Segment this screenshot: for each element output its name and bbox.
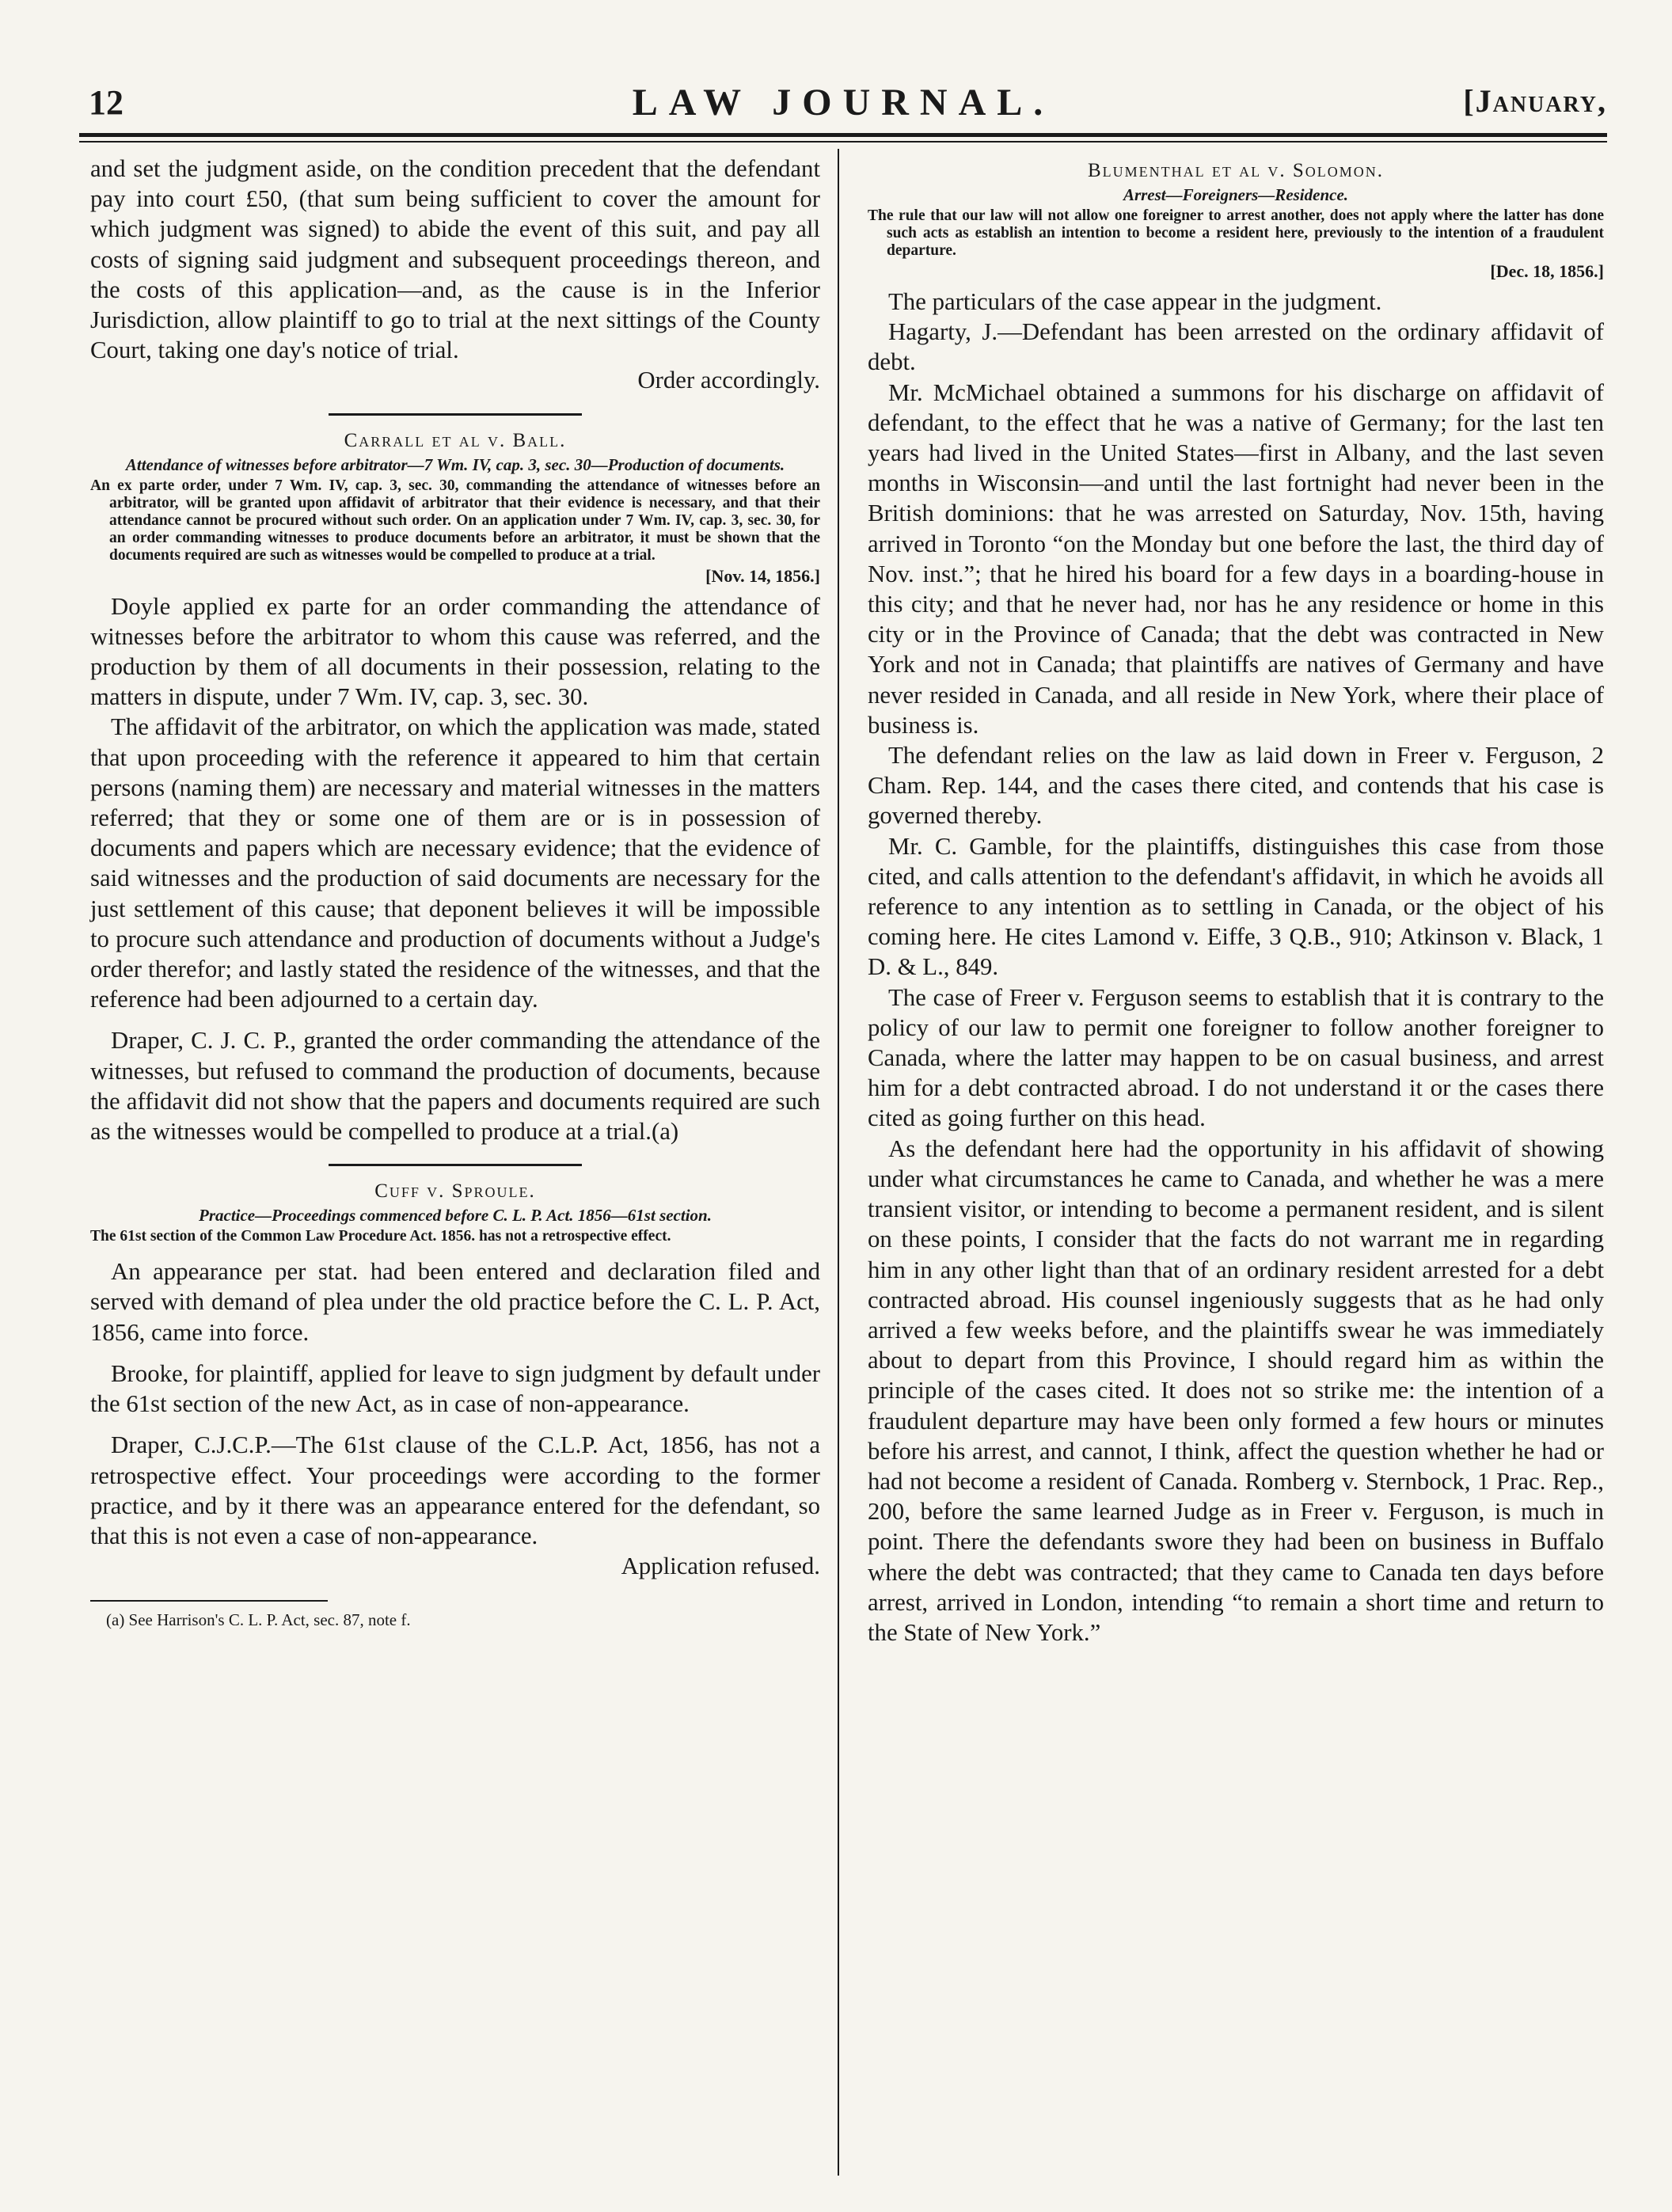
- case-title-cuff: Cuff v. Sproule.: [374, 1180, 536, 1203]
- case-title-blumenthal: Blumenthal et al v. Solomon.: [1087, 160, 1385, 181]
- paragraph: Doyle applied ex parte for an order commanding the attendance of witnesses before the arbitrator to whom this cause was referred, and the production by them of all documents in their possession, relating to the matters in dispute, under 7 Wm. IV, cap. 3, sec. 30.: [90, 592, 820, 711]
- paragraph: Brooke, for plaintiff, applied for leave to sign judgment by default under the 61st section of the new Act, as in case of non-appearance.: [90, 1359, 820, 1418]
- column-divider: [838, 149, 839, 2176]
- paragraph: Draper, C. J. C. P., granted the order commanding the attendance of the witnesses, but refused to command the production of documents, because the affidavit did not show that the papers and documents required are such as the witnesses would be compelled to produce at a trial.(a): [90, 1027, 820, 1146]
- paragraph: Mr. McMichael obtained a summons for his discharge on affidavit of defendant, to the effect that he was a native of Germany; for the last ten years had lived in the United States—first in Albany, and the last seven months in Wisconsin—and until the last fortnight had never been in the British dominions: that he was arrested on Saturday, Nov. 15th, having arrived in Toronto “on the Monday but one before the last, the third day of Nov. inst.”; that he hired his board for a few days in a boarding-house in this city; and that he never had, nor has he any residence or home in this city or in the Province of Canada; that the debt was contracted in New York and not in Canada; that plaintiffs are natives of Germany and have never resided in Canada, and all reside in New York, where their place of business is.: [868, 378, 1604, 739]
- headnote-blumenthal: The rule that our law will not allow one foreigner to arrest another, does not apply where the latter has done such acts as establish an intention to become a resident here, previously to the intention of a fraudulent departure.: [868, 207, 1604, 259]
- paragraph: Draper, C.J.C.P.—The 61st clause of the C.L.P. Act, 1856, has not a retrospective effect. Your proceedings were according to the former practice, and by it there was an appearance entered for the defendant, so that this is not even a case of non-appearance.: [90, 1431, 820, 1549]
- paragraph: The defendant relies on the law as laid down in Freer v. Ferguson, 2 Cham. Rep. 144, and the cases there cited, and contends that his case is governed thereby.: [868, 742, 1604, 830]
- order-line: Order accordingly.: [637, 367, 820, 394]
- disposition-line: Application refused.: [621, 1553, 820, 1580]
- right-column: [868, 154, 1604, 1648]
- paragraph: The affidavit of the arbitrator, on which the application was made, stated that upon proceeding with the reference it appeared to him that certain persons (naming them) are necessary and material witnesses in the matters referred; that they or some one of them are or is in possession of documents and papers which are necessary evidence; that the evidence of said witnesses and the production of said documents are necessary for the just settlement of this cause; that deponent believes it will be impossible to procure such attendance and production of documents without a Judge's order therefor; and lastly stated the residence of the witnesses, and that the reference had been adjourned to a certain day.: [90, 713, 820, 1013]
- case-date-blumenthal: [Dec. 18, 1856.]: [1490, 261, 1604, 281]
- case-subject-carrall: Attendance of witnesses before arbitrator—7 Wm. IV, cap. 3, sec. 30—Production of documents.: [125, 454, 785, 474]
- section-rule: [329, 413, 582, 416]
- footnote: (a) See Harrison's C. L. P. Act, sec. 87, note f.: [106, 1610, 411, 1630]
- journal-page: [79, 76, 1607, 2182]
- header-rule-thin: [79, 141, 1607, 143]
- paragraph: Mr. C. Gamble, for the plaintiffs, distinguishes this case from those cited, and calls attention to the defendant's affidavit, in which he avoids all reference to any intention as to settling in Canada, or the object of his coming here. He cites Lamond v. Eiffe, 3 Q.B., 910; Atkinson v. Black, 1 D. & L., 849.: [868, 832, 1604, 981]
- page-header: [79, 76, 1607, 131]
- paragraph: As the defendant here had the opportunity in his affidavit of showing under what circumstances he came to Canada, and whether he was a mere transient visitor, or intending to become a permanent resident, and is silent on these points, I consider that the facts do not warrant me in regarding him in any other light than that of an ordinary resident arrested for a debt contracted abroad. His counsel ingeniously suggests that as he had only arrived a few weeks before, and the plaintiffs swear he was immediately about to depart from this Province, I should regard him as within the principle of the cases cited. It does not so strike me: the intention of a fraudulent departure may have been only formed a few hours or minutes before his arrest, and cannot, I think, affect the question whether he had or had not become a resident of Canada. Romberg v. Sternbock, 1 Prac. Rep., 200, before the same learned Judge as in Freer v. Ferguson, is much in point. There the defendants swore they had been on business in Buffalo where the debt was contracted; that they came to Canada ten days before arrest, arrived in London, intending “to remain a short time and return to the State of New York.”: [868, 1135, 1604, 1646]
- paragraph: An appearance per stat. had been entered and declaration filed and served with demand of plea under the old practice before the C. L. P. Act, 1856, came into force.: [90, 1258, 820, 1346]
- headnote-cuff: The 61st section of the Common Law Procedure Act. 1856. has not a retrospective effect.: [90, 1228, 671, 1245]
- paragraph: The particulars of the case appear in the judgment.: [888, 288, 1382, 315]
- paragraph: The case of Freer v. Ferguson seems to establish that it is contrary to the policy of our law to permit one foreigner to follow another foreigner to Canada, where the latter may happen to be on casual business, and arrest him for a debt contracted abroad. I do not understand it or the cases there cited as going further on this head.: [868, 983, 1604, 1132]
- case-title-carrall: Carrall et al v. Ball.: [344, 429, 567, 451]
- paragraph: Hagarty, J.—Defendant has been arrested on the ordinary affidavit of debt.: [868, 318, 1604, 376]
- issue-month: [January,: [1463, 83, 1607, 119]
- headnote-carrall: An ex parte order, under 7 Wm. IV, cap. 3, sec. 30, commanding the attendance of witnesses before an arbitrator, will be granted upon affidavit of arbitrator that their evidence is necessary, and that their attendance cannot be procured without such order. On an application under 7 Wm. IV, cap. 3, sec. 30, for an order commanding witnesses to produce documents before an arbitrator, it must be shown that the documents required are such as witnesses would be compelled to produce at a trial.: [90, 477, 820, 564]
- journal-title: LAW JOURNAL.: [632, 82, 1054, 124]
- case-subject-blumenthal: Arrest—Foreigners—Residence.: [1123, 185, 1349, 204]
- footnote-rule: [90, 1600, 328, 1602]
- header-rule-thick: [79, 133, 1607, 137]
- case-date-carrall: [Nov. 14, 1856.]: [705, 565, 820, 586]
- left-column: [90, 154, 820, 1630]
- section-rule: [329, 1164, 582, 1166]
- page-number: 12: [89, 83, 124, 122]
- case-subject-cuff: Practice—Proceedings commenced before C. L. P. Act. 1856—61st section.: [199, 1206, 712, 1226]
- continued-paragraph: and set the judgment aside, on the condition precedent that the defendant pay into court £50, (that sum being sufficient to cover the amount for which judgment was signed) to abide the event of this suit, and pay all costs of signing said judgment and subsequent proceedings thereon, and the costs of this application—and, as the cause is in the Inferior Jurisdiction, allow plaintiff to go to trial at the next sittings of the County Court, taking one day's notice of trial.: [90, 155, 820, 364]
